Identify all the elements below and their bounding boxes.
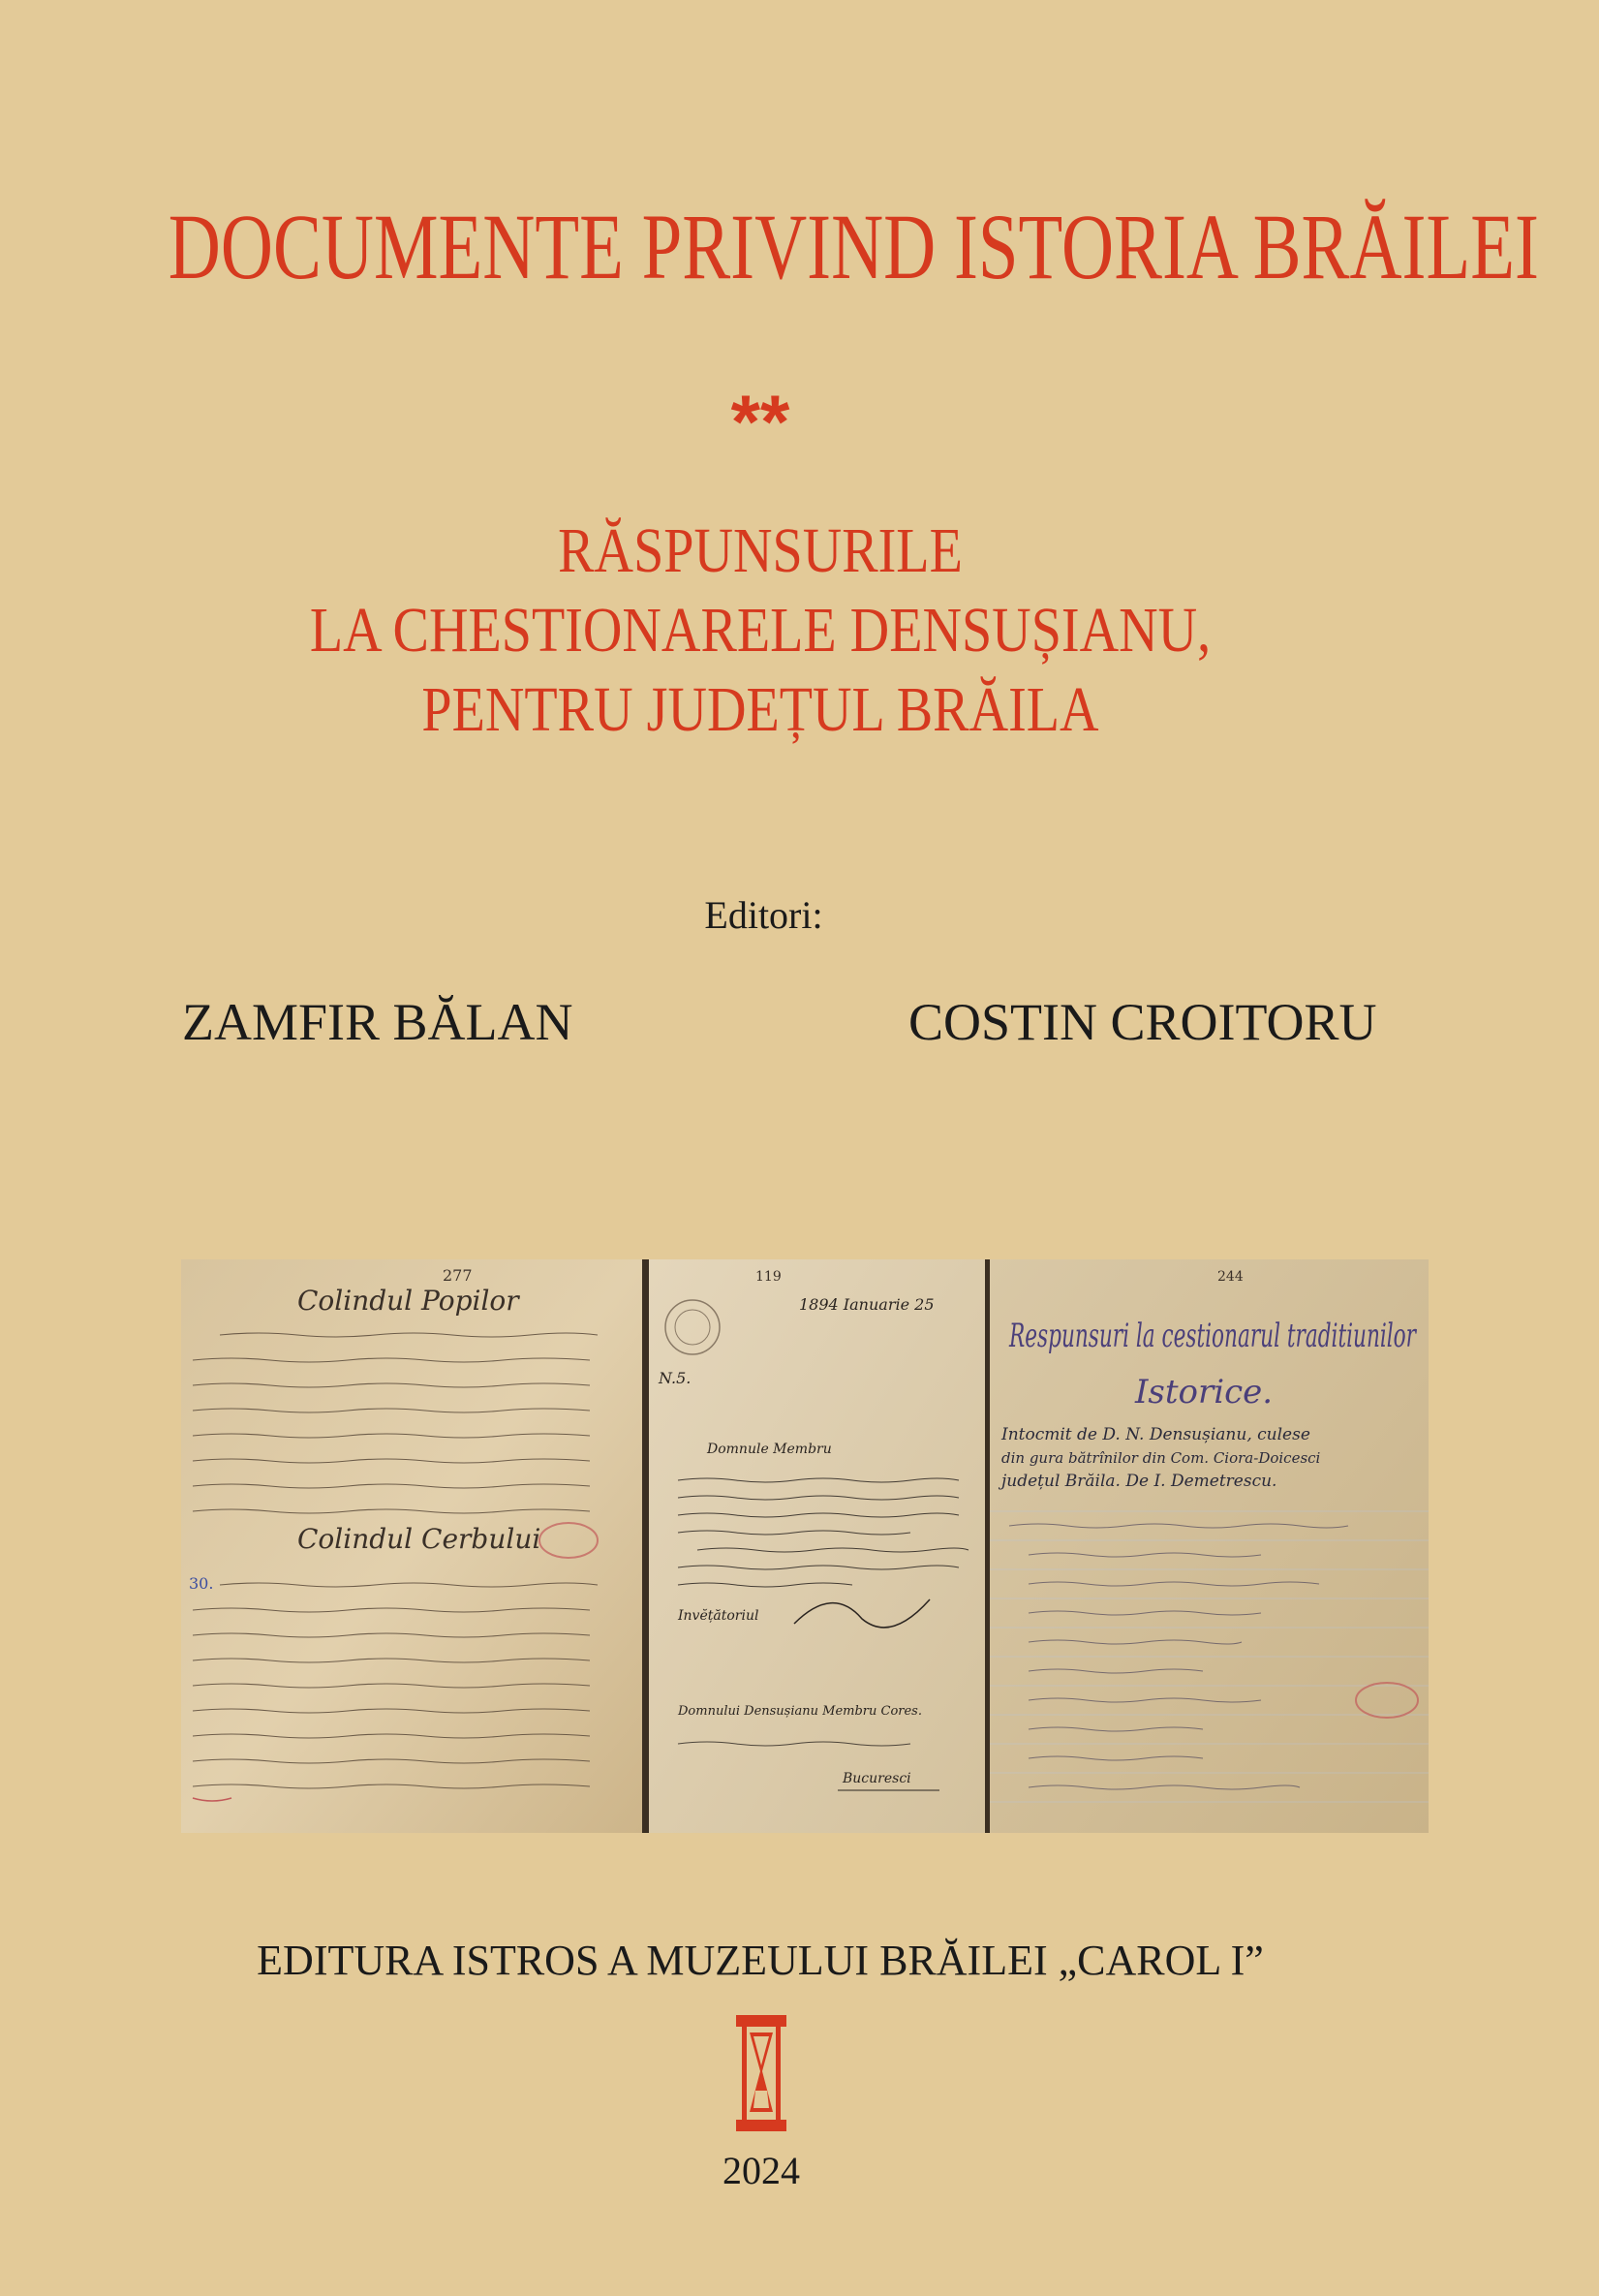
manuscript-page-letter: [649, 1259, 985, 1833]
page-number: 244: [1217, 1269, 1244, 1285]
item-number: 30.: [189, 1574, 214, 1593]
manuscript-page-raspunsuri: [990, 1259, 1429, 1833]
manuscript-heading: Colindul Cerbului: [297, 1523, 541, 1555]
manuscript-heading: Colindul Popilor: [297, 1285, 519, 1317]
volume-mark: **: [730, 379, 790, 464]
manuscript-intro: din gura bătrînilor din Com. Ciora-Doicesci: [1001, 1449, 1321, 1467]
address-line: Domnului Densușianu Membru Cores.: [678, 1704, 922, 1719]
page-number: 119: [755, 1269, 782, 1285]
book-title: DOCUMENTE PRIVIND ISTORIA BRĂILEI: [168, 195, 1539, 298]
letter-date: 1894 Ianuarie 25: [799, 1295, 935, 1314]
editor-name: ZAMFIR BĂLAN: [182, 993, 573, 1051]
editors-label: Editori:: [704, 893, 823, 937]
manuscript-collage: [181, 1259, 1429, 1833]
manuscript-page-colinde: [181, 1259, 642, 1833]
hourglass-logo-icon: [732, 2015, 790, 2131]
manuscript-title: Respunsuri la cestionarul traditiunilor: [1008, 1317, 1418, 1355]
letter-ref: N.5.: [659, 1369, 692, 1387]
subtitle-line: PENTRU JUDEȚUL BRĂILA: [421, 674, 1099, 745]
manuscript-intro: județul Brăila. De I. Demetrescu.: [1001, 1472, 1277, 1491]
subtitle-line: LA CHESTIONARELE DENSUȘIANU,: [309, 595, 1212, 666]
editor-name: COSTIN CROITORU: [908, 993, 1377, 1051]
letter-salutation: Domnule Membru: [707, 1442, 832, 1457]
address-line: Bucuresci: [843, 1771, 911, 1786]
publication-year: 2024: [723, 2149, 800, 2192]
subtitle-line: RĂSPUNSURILE: [558, 515, 963, 586]
book-subtitle: [0, 512, 1521, 750]
publisher-name: EDITURA ISTROS A MUZEULUI BRĂILEI „CAROL I”: [257, 1937, 1264, 1984]
manuscript-intro: Intocmit de D. N. Densușianu, culese: [1001, 1425, 1310, 1444]
page-number: 277: [443, 1266, 473, 1285]
manuscript-title: Istorice.: [1135, 1373, 1274, 1412]
letter-signature: Invĕțătoriul: [678, 1608, 759, 1624]
